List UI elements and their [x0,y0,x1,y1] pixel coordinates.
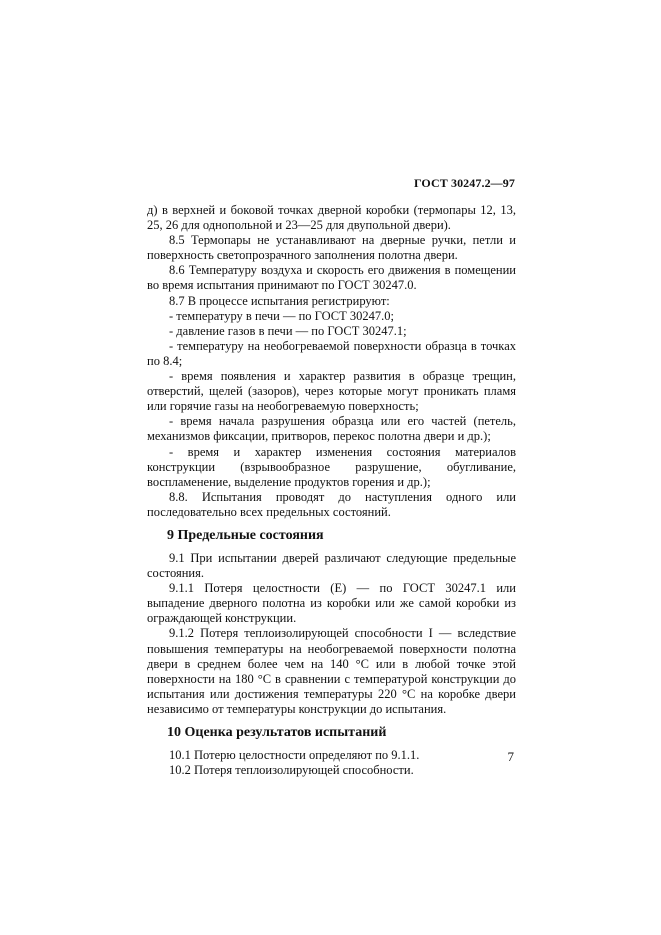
list-item-unheated-surface-temperature: - температуру на необогреваемой поверхности образца в точках по 8.4; [147,338,516,368]
list-item-material-change: - время и характер изменения состояния материалов конструкции (взрывообразное разрушение, обугливание, воспламенение, выделение продуктов горения и др.); [147,444,516,489]
paragraph-10-2: 10.2 Потеря теплоизолирующей способности. [169,763,414,778]
paragraph-8-8: 8.8. Испытания проводят до наступления одного или последовательно всех предельных состояний. [147,489,516,519]
list-item-destruction-start: - время начала разрушения образца или его частей (петель, механизмов фиксации, притворов, перекос полотна двери и др.); [147,414,516,444]
paragraph-8-7: 8.7 В процессе испытания регистрируют: [169,293,390,308]
paragraph-thermocouples-box: д) в верхней и боковой точках дверной коробки (термопары 12, 13, 25, 26 для однопольной и 23—25 для двупольной двери). [147,203,516,233]
document-header: ГОСТ 30247.2—97 [414,176,515,190]
document-body [147,203,516,778]
paragraph-8-6: 8.6 Температуру воздуха и скорость его движения в помещении во время испытания принимают по ГОСТ 30247.0. [147,263,516,293]
paragraph-9-1-1: 9.1.1 Потеря целостности (Е) — по ГОСТ 30247.1 или выпадение дверного полотна из коробки или же самой коробки из ограждающей конструкции. [147,581,516,626]
list-item-cracks: - время появления и характер развития в образце трещин, отверстий, щелей (зазоров), через которые могут проникать пламя или горячие газы на необогреваемую поверхность; [147,369,516,414]
list-item-gas-pressure: - давление газов в печи — по ГОСТ 30247.1; [169,323,407,338]
paragraph-8-5: 8.5 Термопары не устанавливают на дверные ручки, петли и поверхность светопрозрачного заполнения полотна двери. [147,233,516,263]
page-number: 7 [507,749,514,764]
paragraph-9-1-2: 9.1.2 Потеря теплоизолирующей способности I — вследствие повышения температуры на необогреваемой поверхности полотна двери в среднем более чем на 140 °С или в любой точке этой поверхности на 180 °С в сравнении с температурой конструкции до испытания или достижения температуры 220 °С на коробке двери независимо от температуры конструкции до испытания. [147,626,516,716]
section-heading-9: 9 Предельные состояния [167,527,324,543]
paragraph-9-1: 9.1 При испытании дверей различают следующие предельные состояния. [147,550,516,581]
list-item-furnace-temperature: - температуру в печи — по ГОСТ 30247.0; [169,308,394,323]
paragraph-10-1: 10.1 Потерю целостности определяют по 9.1.1. [169,748,420,762]
section-heading-10: 10 Оценка результатов испытаний [167,725,387,740]
